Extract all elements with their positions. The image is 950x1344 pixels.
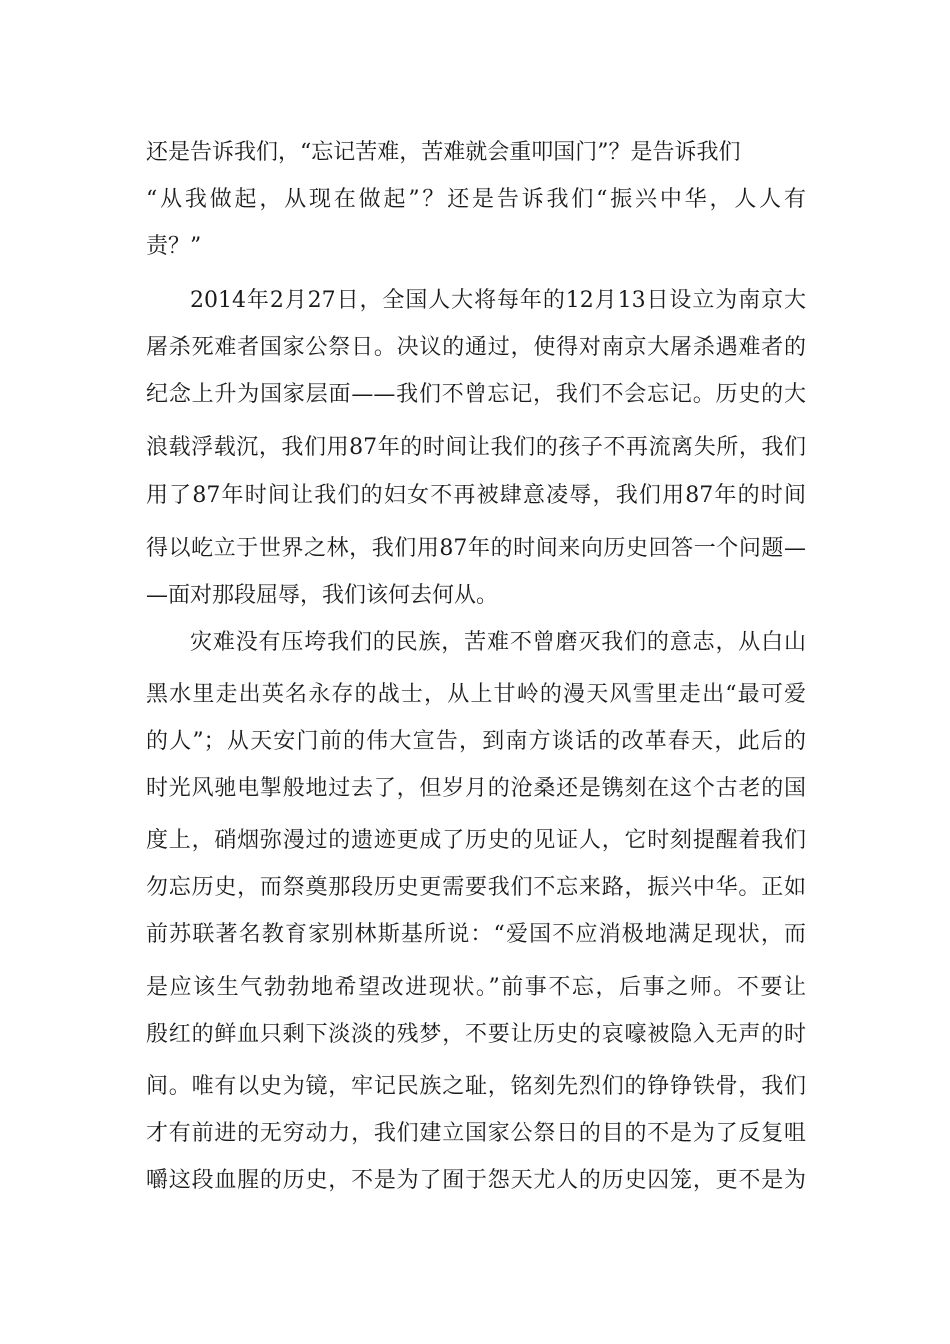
text-line: 纪念上升为国家层面——我们不曾忘记，我们不会忘记。历史的大	[146, 382, 806, 407]
text-line: 是应该生气勃勃地希望改进现状。”前事不忘，后事之师。不要让	[146, 975, 806, 1000]
text-line: 用了87年时间让我们的妇女不再被肆意凌辱，我们用87年的时间	[146, 483, 806, 508]
text-line: 度上，硝烟弥漫过的遗迹更成了历史的见证人，它时刻提醒着我们	[146, 828, 806, 853]
text-line: 浪载浮载沉，我们用87年的时间让我们的孩子不再流离失所，我们	[146, 435, 806, 460]
text-line: 勿忘历史，而祭奠那段历史更需要我们不忘来路，振兴中华。正如	[146, 875, 806, 900]
text-line: —面对那段屈辱，我们该何去何从。	[146, 583, 499, 608]
text-line: 得以屹立于世界之林，我们用87年的时间来向历史回答一个问题—	[146, 536, 806, 561]
text-line: 殷红的鲜血只剩下淡淡的残梦，不要让历史的哀嚎被隐入无声的时	[146, 1022, 806, 1047]
text-line: 灾难没有压垮我们的民族，苦难不曾磨灭我们的意志，从白山	[190, 630, 806, 655]
text-line: 2014年2月27日，全国人大将每年的12月13日设立为南京大	[190, 288, 806, 313]
text-line: 责？”	[146, 234, 202, 259]
text-line: 屠杀死难者国家公祭日。决议的通过，使得对南京大屠杀遇难者的	[146, 335, 806, 360]
text-line: 前苏联著名教育家别林斯基所说：“爱国不应消极地满足现状，而	[146, 922, 806, 947]
text-line: “从我做起，从现在做起”？还是告诉我们“振兴中华，人人有	[146, 187, 806, 212]
text-line: 还是告诉我们，“忘记苦难，苦难就会重叩国门”？是告诉我们	[146, 140, 741, 165]
text-line: 间。唯有以史为镜，牢记民族之耻，铭刻先烈们的铮铮铁骨，我们	[146, 1074, 806, 1099]
text-line: 才有前进的无穷动力，我们建立国家公祭日的目的不是为了反复咀	[146, 1121, 806, 1146]
text-line: 时光风驰电掣般地过去了，但岁月的沧桑还是镌刻在这个古老的国	[146, 776, 806, 801]
text-line: 的人”；从天安门前的伟大宣告，到南方谈话的改革春天，此后的	[146, 729, 806, 754]
text-line: 嚼这段血腥的历史，不是为了囿于怨天尤人的历史囚笼，更不是为	[146, 1168, 806, 1193]
text-line: 黑水里走出英名永存的战士，从上甘岭的漫天风雪里走出“最可爱	[146, 682, 806, 707]
